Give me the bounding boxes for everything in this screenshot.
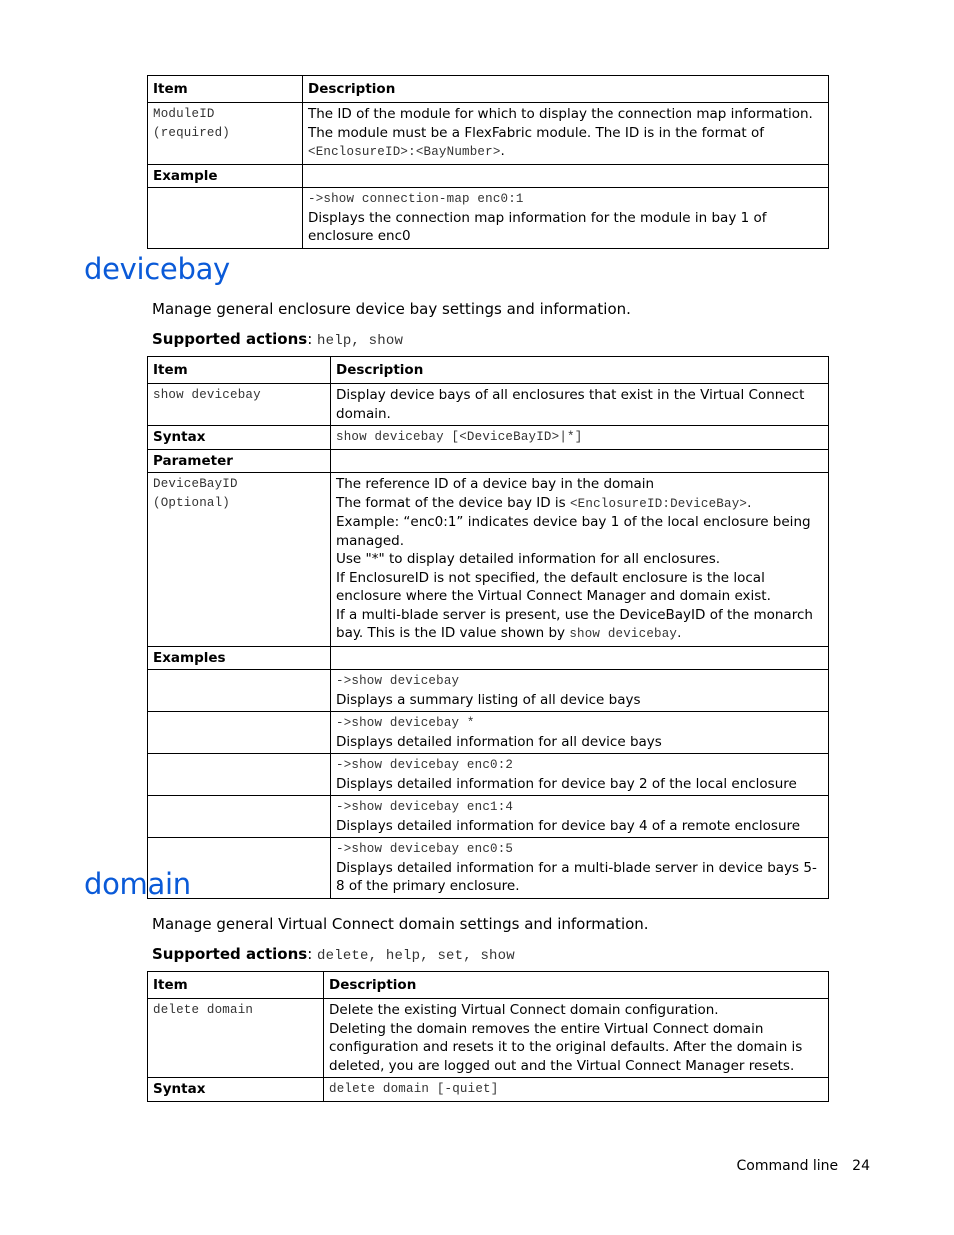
example-description: Displays detailed information for all device bays <box>336 733 662 750</box>
delete-domain-description <box>324 999 829 1078</box>
separator: : <box>307 945 318 963</box>
example-description: Displays detailed information for a multi-blade server in device bays 5-8 of the primary enclosure. <box>336 859 817 894</box>
table-header-row <box>148 357 829 384</box>
example-cell <box>331 796 829 838</box>
moduleid-description: The ID of the module for which to display the connection map information. The module must be a FlexFabric module. The ID is in the format of <box>308 106 813 141</box>
param-desc-line: The reference ID of a device bay in the domain <box>336 476 655 492</box>
param-desc-line: Use "*" to display detailed information for all enclosures. <box>336 551 721 567</box>
example-command: ->show devicebay * <box>336 716 475 730</box>
example-command: ->show devicebay enc0:2 <box>336 758 514 772</box>
supported-actions-list: delete, help, set, show <box>317 948 515 964</box>
devicebay-intro: Manage general enclosure device bay settings and information. <box>152 300 631 318</box>
syntax-label: Syntax <box>148 1078 324 1102</box>
examples-label: Examples <box>148 646 331 670</box>
table-row <box>148 384 829 426</box>
header-item: Item <box>148 76 303 103</box>
empty-cell <box>331 449 829 473</box>
supported-actions-label: Supported actions <box>152 330 308 348</box>
example-command: ->show devicebay enc1:4 <box>336 800 514 814</box>
period: . <box>747 494 752 511</box>
domain-heading: domain <box>84 867 191 901</box>
table-row <box>148 103 829 165</box>
table-row <box>148 999 829 1078</box>
table-row <box>148 1078 829 1102</box>
empty-cell <box>148 754 331 796</box>
item-moduleid: ModuleID <box>153 107 215 121</box>
param-optional: (Optional) <box>153 495 231 510</box>
table-row <box>148 449 829 473</box>
param-monarch-text: If a multi-blade server is present, use the DeviceBayID of the monarch bay. This is the ID value shown by <box>336 606 813 641</box>
supported-actions-label: Supported actions <box>152 945 308 963</box>
show-devicebay-description: Display device bays of all enclosures that exist in the Virtual Connect domain. <box>331 384 829 426</box>
domain-supported-actions <box>152 945 515 964</box>
supported-actions-list: help, show <box>317 333 404 349</box>
table-row <box>148 188 829 249</box>
item-show-devicebay: show devicebay <box>148 384 331 426</box>
table-row <box>148 712 829 754</box>
param-desc-line <box>336 606 824 644</box>
param-show-devicebay-code: show devicebay <box>569 627 678 641</box>
empty-cell <box>331 646 829 670</box>
param-desc-line: Example: “enc0:1” indicates device bay 1 of the local enclosure being managed. <box>336 514 811 549</box>
table-header-row <box>148 76 829 103</box>
param-format-code: <EnclosureID:DeviceBay> <box>569 496 748 511</box>
item-required: (required) <box>153 125 231 140</box>
page-number: 24 <box>852 1158 870 1174</box>
domain-table <box>147 971 829 1102</box>
devicebay-supported-actions <box>152 330 403 349</box>
empty-cell <box>148 712 331 754</box>
example-cell <box>331 712 829 754</box>
example-cell <box>331 838 829 899</box>
devicebay-table <box>147 356 829 899</box>
table-row <box>148 426 829 450</box>
delete-desc-line: Delete the existing Virtual Connect domain configuration. <box>329 1002 719 1018</box>
header-description: Description <box>303 76 829 103</box>
separator: : <box>307 330 318 348</box>
example-cell <box>303 188 829 249</box>
syntax-value: delete domain [-quiet] <box>324 1078 829 1102</box>
table-row <box>148 670 829 712</box>
param-description-cell <box>331 473 829 647</box>
example-cell <box>331 754 829 796</box>
example-command: ->show devicebay <box>336 674 460 688</box>
empty-cell <box>148 796 331 838</box>
table-row <box>148 473 829 647</box>
connection-map-table <box>147 75 829 249</box>
table-row <box>148 646 829 670</box>
footer-section: Command line <box>736 1158 839 1174</box>
header-item: Item <box>148 357 331 384</box>
empty-cell <box>148 188 303 249</box>
syntax-value: show devicebay [<DeviceBayID>|*] <box>331 426 829 450</box>
param-desc-line: If EnclosureID is not specified, the default enclosure is the local enclosure where the Virtual Connect Manager and domain exist. <box>336 569 771 604</box>
moduleid-format: <EnclosureID>:<BayNumber> <box>308 145 501 159</box>
delete-desc-line: Deleting the domain removes the entire Virtual Connect domain configuration and resets it to the original defaults. After the domain is deleted, you are logged out and the Virtual Connect Manager resets. <box>329 1020 803 1074</box>
example-command: ->show devicebay enc0:5 <box>336 842 514 856</box>
table-row <box>148 796 829 838</box>
domain-intro: Manage general Virtual Connect domain settings and information. <box>152 915 649 933</box>
header-description: Description <box>331 357 829 384</box>
header-description: Description <box>324 972 829 999</box>
example-description: Displays the connection map information for the module in bay 1 of enclosure enc0 <box>308 209 767 244</box>
empty-cell <box>148 670 331 712</box>
example-cell <box>331 670 829 712</box>
period: . <box>500 143 505 159</box>
syntax-label: Syntax <box>148 426 331 450</box>
param-item-cell <box>148 473 331 647</box>
table-header-row <box>148 972 829 999</box>
header-item: Item <box>148 972 324 999</box>
param-desc-line <box>336 494 824 514</box>
period: . <box>677 625 682 641</box>
table-row <box>148 838 829 899</box>
example-description: Displays detailed information for device bay 4 of a remote enclosure <box>336 817 801 834</box>
example-command: ->show connection-map enc0:1 <box>308 192 524 206</box>
description-cell <box>303 103 829 165</box>
empty-cell <box>303 164 829 188</box>
item-cell <box>148 103 303 165</box>
example-description: Displays detailed information for device bay 2 of the local enclosure <box>336 775 797 792</box>
param-format-text: The format of the device bay ID is <box>336 494 570 511</box>
devicebay-heading: devicebay <box>84 252 230 286</box>
example-description: Displays a summary listing of all device bays <box>336 691 641 708</box>
param-devicebayid: DeviceBayID <box>153 477 238 491</box>
page-footer <box>737 1158 871 1174</box>
table-row <box>148 754 829 796</box>
parameter-label: Parameter <box>148 449 331 473</box>
table-row <box>148 164 829 188</box>
example-label: Example <box>148 164 303 188</box>
item-delete-domain: delete domain <box>148 999 324 1078</box>
